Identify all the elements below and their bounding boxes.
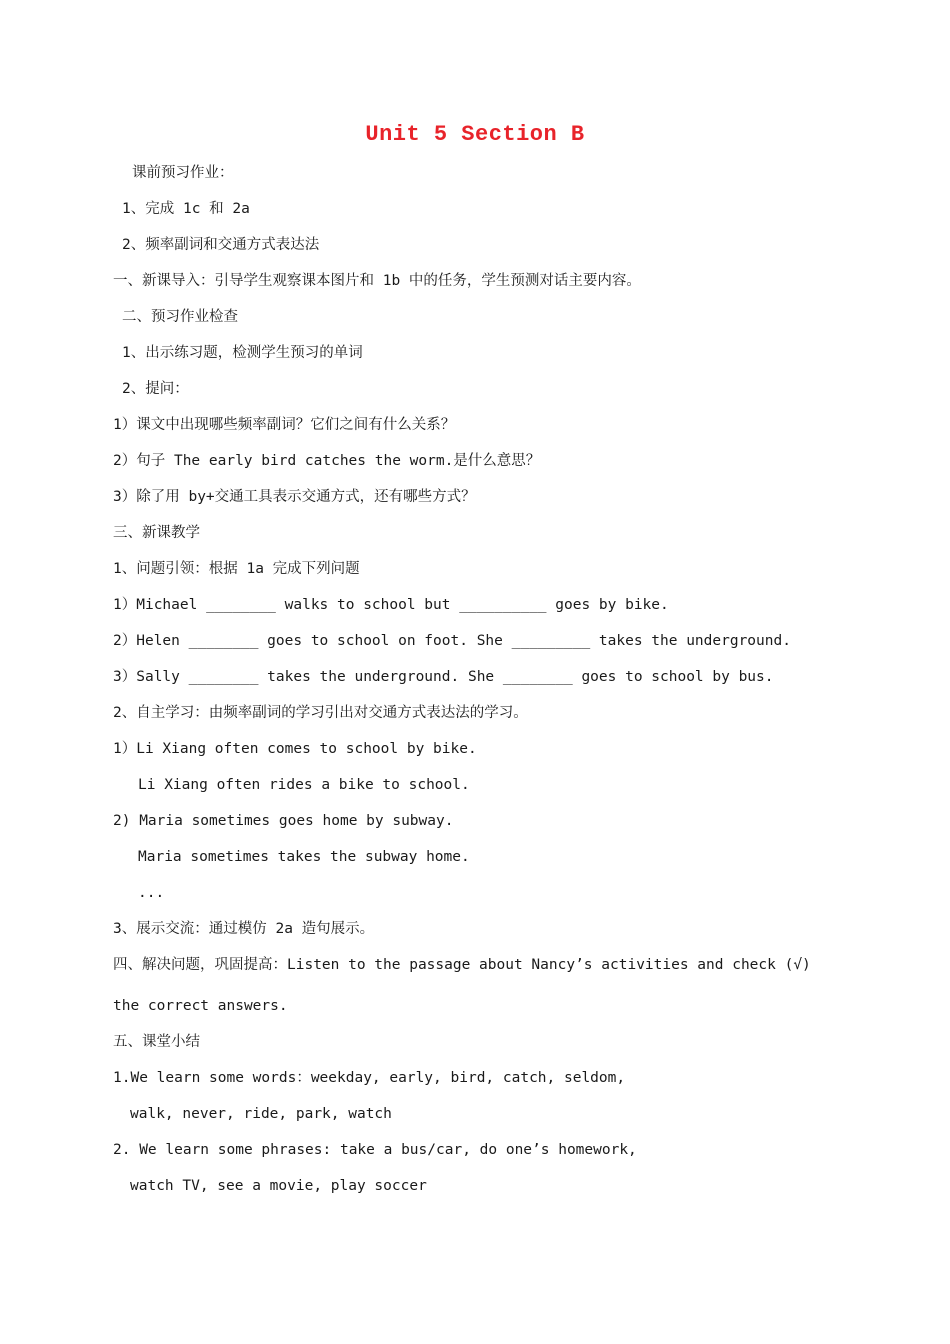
text-line: 2、自主学习：由频率副词的学习引出对交通方式表达法的学习。 — [113, 705, 528, 721]
ellipsis-line: ... — [138, 885, 165, 901]
text-line: 1）课文中出现哪些频率副词？它们之间有什么关系？ — [113, 417, 456, 433]
text-line: 1、出示练习题，检测学生预习的单词 — [122, 345, 363, 361]
summary-line: 2. We learn some phrases: take a bus/car, do one’s homework, — [113, 1142, 637, 1158]
text-line: 1、问题引领：根据 1a 完成下列问题 — [113, 561, 360, 577]
section-heading: 五、课堂小结 — [113, 1034, 200, 1050]
text-line: 3、展示交流：通过模仿 2a 造句展示。 — [113, 921, 375, 937]
summary-line: 1.We learn some words：weekday, early, bird, catch, seldom, — [113, 1070, 626, 1086]
section-heading: 四、解决问题，巩固提高：Listen to the passage about Nancy’s activities and check (√) — [113, 957, 811, 973]
summary-line: walk, never, ride, park, watch — [130, 1106, 392, 1122]
section-heading: 一、新课导入：引导学生观察课本图片和 1b 中的任务，学生预测对话主要内容。 — [113, 273, 641, 289]
text-line: 2）句子 The early bird catches the worm.是什么意思？ — [113, 453, 541, 469]
text-line: 2、提问： — [122, 381, 189, 397]
exercise-line: 1）Michael ________ walks to school but __________ goes by bike. — [113, 597, 669, 613]
text-line: the correct answers. — [113, 998, 288, 1014]
example-line: 1）Li Xiang often comes to school by bike. — [113, 741, 477, 757]
summary-line: watch TV, see a movie, play soccer — [130, 1178, 427, 1194]
example-line: 2) Maria sometimes goes home by subway. — [113, 813, 454, 829]
text-line: 1、完成 1c 和 2a — [122, 201, 250, 217]
example-line: Li Xiang often rides a bike to school. — [138, 777, 470, 793]
page-title: Unit 5 Section B — [365, 122, 585, 147]
section-heading: 二、预习作业检查 — [122, 309, 238, 325]
exercise-line: 2）Helen ________ goes to school on foot. She _________ takes the underground. — [113, 633, 791, 649]
exercise-line: 3）Sally ________ takes the underground. She ________ goes to school by bus. — [113, 669, 774, 685]
text-line: 3）除了用 by+交通工具表示交通方式，还有哪些方式？ — [113, 489, 476, 505]
text-line: 2、频率副词和交通方式表达法 — [122, 237, 320, 253]
example-line: Maria sometimes takes the subway home. — [138, 849, 470, 865]
section-heading: 三、新课教学 — [113, 525, 200, 541]
text-line: 课前预习作业： — [132, 165, 234, 181]
